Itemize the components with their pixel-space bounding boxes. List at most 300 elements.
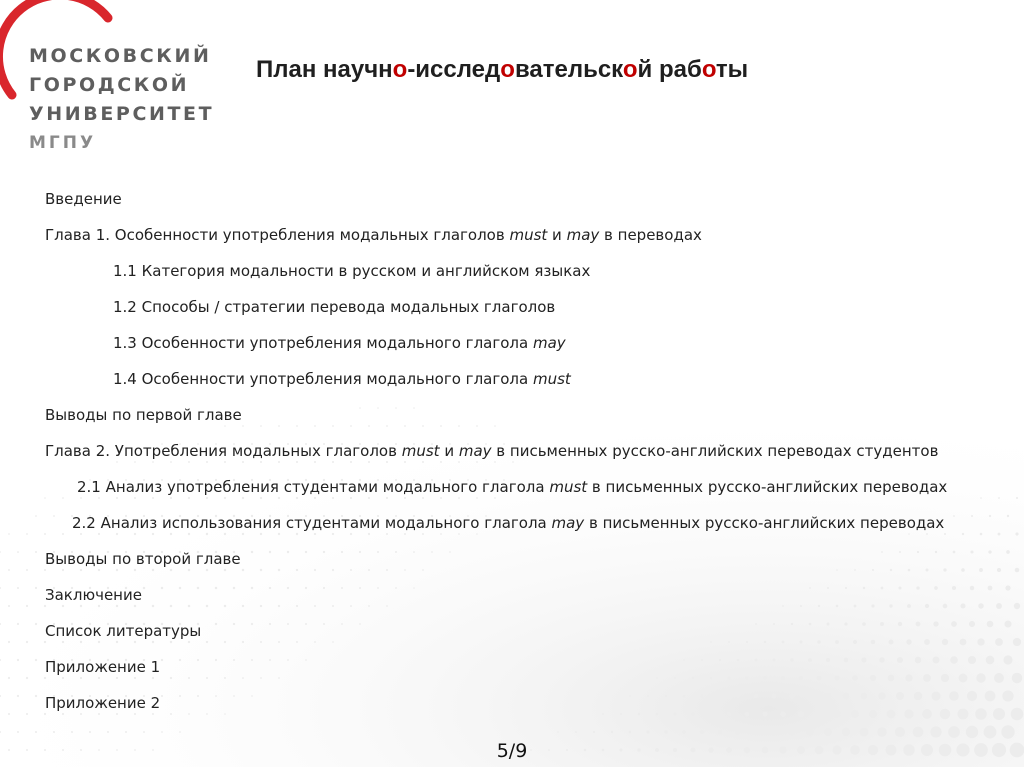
background-dot <box>952 586 956 590</box>
background-dot <box>269 587 271 589</box>
background-dot <box>494 461 496 463</box>
background-dot <box>53 731 55 733</box>
background-dot <box>413 551 415 553</box>
background-dot <box>818 605 820 607</box>
title-part: План научн <box>256 56 393 83</box>
background-dot <box>906 639 911 644</box>
background-dot <box>871 640 876 645</box>
background-dot <box>26 641 28 643</box>
background-dot <box>224 461 226 463</box>
background-dot <box>8 605 10 607</box>
background-dot <box>242 461 244 463</box>
background-dot <box>979 568 983 572</box>
background-dot <box>824 728 832 736</box>
background-dot <box>188 677 190 679</box>
background-dot <box>368 605 370 607</box>
background-dot <box>44 497 46 499</box>
background-dot <box>323 623 325 625</box>
background-dot <box>935 551 937 553</box>
background-dot <box>772 658 775 661</box>
background-dot <box>987 621 994 628</box>
background-dot <box>1012 673 1022 683</box>
background-dot <box>986 656 995 665</box>
background-dot <box>134 713 136 715</box>
background-dot <box>260 677 262 679</box>
background-dot <box>98 605 100 607</box>
background-dot <box>889 604 892 607</box>
background-dot <box>188 497 190 499</box>
background-dot <box>260 605 262 607</box>
background-dot <box>170 677 172 679</box>
background-dot <box>844 622 847 625</box>
background-dot <box>152 713 154 715</box>
background-dot <box>494 425 496 427</box>
background-dot <box>710 641 712 643</box>
background-dot <box>143 587 146 590</box>
background-dot <box>924 639 930 645</box>
background-dot <box>953 515 955 517</box>
background-dot <box>89 731 91 733</box>
background-dot <box>17 587 19 589</box>
background-dot <box>98 641 100 643</box>
background-dot <box>314 425 316 427</box>
background-dot <box>798 711 804 717</box>
background-dot <box>134 569 136 571</box>
background-dot <box>44 713 46 715</box>
background-dot <box>395 407 397 409</box>
background-dot <box>278 569 280 571</box>
background-dot <box>26 677 28 679</box>
background-dot <box>35 623 37 625</box>
background-dot <box>861 693 868 700</box>
background-dot <box>1002 690 1013 701</box>
background-dot <box>422 461 424 463</box>
background-dot <box>152 497 154 499</box>
background-dot <box>968 656 976 664</box>
background-dot <box>949 691 959 701</box>
background-dot <box>152 533 154 535</box>
background-dot <box>332 533 334 535</box>
background-dot <box>116 713 118 715</box>
background-dot <box>206 533 208 535</box>
background-dot <box>913 727 924 738</box>
background-dot <box>377 587 379 589</box>
background-dot <box>476 425 478 427</box>
background-dot <box>790 658 793 661</box>
background-dot <box>755 623 757 625</box>
background-dot <box>98 533 100 535</box>
background-dot <box>350 425 352 427</box>
background-dot <box>836 569 838 571</box>
background-dot <box>980 533 983 536</box>
background-dot <box>971 515 973 517</box>
background-dot <box>980 497 982 499</box>
background-dot <box>998 497 1000 499</box>
background-dot <box>931 691 940 700</box>
background-dot <box>975 708 987 720</box>
background-dot <box>134 497 136 499</box>
background-dot <box>134 605 137 608</box>
background-dot <box>809 587 811 589</box>
background-dot <box>728 641 730 643</box>
outline-item-1-1 <box>113 262 590 280</box>
title-accent-letter: о <box>622 56 638 83</box>
background-dot <box>988 550 991 553</box>
background-dot <box>914 692 923 701</box>
outline-item-appendix-1 <box>45 658 160 676</box>
background-dot <box>35 515 37 517</box>
background-dot <box>458 497 460 499</box>
background-dot <box>943 604 948 609</box>
background-dot <box>825 693 831 699</box>
outline-item-italic: must <box>532 370 571 388</box>
background-dot <box>915 657 922 664</box>
background-dot <box>359 623 361 625</box>
background-dot <box>926 569 929 572</box>
background-dot <box>116 497 118 499</box>
background-dot <box>179 731 181 733</box>
background-dot <box>923 674 931 682</box>
background-dot <box>17 695 19 697</box>
background-dot <box>215 695 217 697</box>
outline-item-italic: may <box>458 442 492 460</box>
background-dot <box>1011 708 1024 721</box>
background-dot <box>170 641 172 643</box>
background-dot <box>278 605 280 607</box>
background-dot <box>242 677 244 679</box>
background-dot <box>862 622 866 626</box>
outline-item-chapter-1 <box>45 226 702 244</box>
background-dot <box>827 623 830 626</box>
background-dot <box>152 461 154 463</box>
outline-item-text: и <box>439 442 459 460</box>
background-dot <box>854 605 857 608</box>
background-dot <box>269 551 271 553</box>
background-dot <box>880 622 884 626</box>
background-dot <box>80 605 82 607</box>
background-dot <box>745 712 750 717</box>
background-dot <box>35 659 37 661</box>
background-dot <box>332 569 334 571</box>
outline-item-text: Заключение <box>45 586 142 604</box>
background-dot <box>1005 585 1010 590</box>
background-dot <box>260 569 262 571</box>
background-dot <box>188 569 191 572</box>
background-dot <box>989 515 991 517</box>
background-dot <box>386 605 388 607</box>
background-dot <box>62 605 64 607</box>
background-dot <box>260 533 262 535</box>
background-dot <box>62 533 64 535</box>
background-dot <box>863 587 865 589</box>
background-dot <box>878 692 885 699</box>
background-dot <box>1003 655 1012 664</box>
background-dot <box>890 569 892 571</box>
background-dot <box>206 569 209 572</box>
background-dot <box>314 641 316 643</box>
background-dot <box>341 587 343 589</box>
background-dot <box>404 425 406 427</box>
background-dot <box>8 677 10 679</box>
background-dot <box>827 587 829 589</box>
background-dot <box>62 713 64 715</box>
background-dot <box>296 461 298 463</box>
background-dot <box>8 569 10 571</box>
background-dot <box>960 603 965 608</box>
background-dot <box>368 425 370 427</box>
background-dot <box>296 497 298 499</box>
background-dot <box>833 710 840 717</box>
background-dot <box>674 713 677 716</box>
background-dot <box>970 586 974 590</box>
background-dot <box>656 713 659 716</box>
background-dot <box>242 497 244 499</box>
background-dot <box>962 533 964 535</box>
background-dot <box>905 674 912 681</box>
background-dot <box>852 675 858 681</box>
background-dot <box>188 605 191 608</box>
background-dot <box>197 587 200 590</box>
background-dot <box>170 569 173 572</box>
background-dot <box>62 569 64 571</box>
background-dot <box>719 659 721 661</box>
background-dot <box>970 550 973 553</box>
background-dot <box>98 713 100 715</box>
background-dot <box>251 695 253 697</box>
background-dot <box>458 461 460 463</box>
background-dot <box>1013 638 1021 646</box>
outline-item-2-1 <box>77 478 947 496</box>
background-dot <box>638 713 640 715</box>
background-dot <box>224 533 226 535</box>
background-dot <box>314 569 316 571</box>
background-dot <box>988 586 993 591</box>
background-dot <box>278 677 280 679</box>
outline-item-italic: must <box>549 478 588 496</box>
background-dot <box>116 461 118 463</box>
background-dot <box>763 676 767 680</box>
background-dot <box>826 658 830 662</box>
background-dot <box>709 712 713 716</box>
background-dot <box>754 694 758 698</box>
background-dot <box>278 497 280 499</box>
background-dot <box>674 677 676 679</box>
background-dot <box>224 425 226 427</box>
background-dot <box>404 569 406 571</box>
background-dot <box>287 659 289 661</box>
background-dot <box>161 587 164 590</box>
background-dot <box>476 461 478 463</box>
background-dot <box>772 694 777 699</box>
background-dot <box>269 623 271 625</box>
outline-item-chapter-2 <box>45 442 938 460</box>
background-dot <box>745 676 748 679</box>
background-dot <box>476 497 478 499</box>
logo-text-line-4: МГПУ <box>29 133 97 153</box>
outline-item-text: Введение <box>45 190 122 208</box>
background-dot <box>860 728 869 737</box>
background-dot <box>959 674 968 683</box>
background-dot <box>350 497 352 499</box>
background-dot <box>998 533 1001 536</box>
background-dot <box>557 731 559 733</box>
slide-title <box>256 56 748 84</box>
background-dot <box>386 497 388 499</box>
background-dot <box>629 695 631 697</box>
background-dot <box>887 710 896 719</box>
background-dot <box>835 640 839 644</box>
background-dot <box>727 712 731 716</box>
background-dot <box>737 659 739 661</box>
background-dot <box>908 533 910 535</box>
background-dot <box>458 533 460 535</box>
background-dot <box>233 659 235 661</box>
background-dot <box>950 656 958 664</box>
background-dot <box>897 657 903 663</box>
background-dot <box>332 461 334 463</box>
background-dot <box>71 731 73 733</box>
background-dot <box>152 605 155 608</box>
background-dot <box>907 604 911 608</box>
background-dot <box>287 587 289 589</box>
logo-text-line-3: УНИВЕРСИТЕТ <box>29 103 215 125</box>
background-dot <box>368 533 370 535</box>
background-dot <box>899 551 901 553</box>
background-dot <box>781 676 785 680</box>
background-dot <box>44 641 46 643</box>
background-dot <box>665 695 667 697</box>
background-dot <box>881 551 883 553</box>
background-dot <box>80 713 82 715</box>
outline-item-text: Выводы по второй главе <box>45 550 241 568</box>
outline-item-text: в переводах <box>599 226 702 244</box>
background-dot <box>926 533 928 535</box>
background-dot <box>251 587 253 589</box>
outline-item-text: в письменных русско-английских переводах <box>587 478 948 496</box>
outline-item-text: Приложение 2 <box>45 694 161 712</box>
background-dot <box>62 497 64 499</box>
background-dot <box>728 677 731 680</box>
background-dot <box>422 533 424 535</box>
background-dot <box>350 461 352 463</box>
background-dot <box>8 713 10 715</box>
background-dot <box>996 603 1002 609</box>
background-dot <box>782 605 784 607</box>
background-dot <box>701 659 703 661</box>
background-dot <box>44 605 46 607</box>
background-dot <box>861 657 866 662</box>
background-dot <box>1001 725 1014 738</box>
background-dot <box>260 641 262 643</box>
background-dot <box>134 677 136 679</box>
background-dot <box>449 551 451 553</box>
background-dot <box>966 726 978 738</box>
background-dot <box>305 551 307 553</box>
outline-item-text: 1.2 Способы / стратегии перевода модальных глаголов <box>113 298 556 316</box>
background-dot <box>978 603 983 608</box>
background-dot <box>908 569 911 572</box>
background-dot <box>98 569 100 571</box>
outline-item-1-3 <box>113 334 566 352</box>
background-dot <box>700 730 704 734</box>
background-dot <box>314 497 316 499</box>
background-dot <box>806 728 813 735</box>
background-dot <box>431 551 433 553</box>
background-dot <box>278 641 280 643</box>
background-dot <box>143 731 145 733</box>
university-logo <box>0 0 215 153</box>
background-dot <box>341 551 343 553</box>
background-dot <box>314 533 316 535</box>
background-dot <box>278 425 280 427</box>
outline-item-text: в письменных русско-английских переводах студентов <box>491 442 939 460</box>
background-dot <box>377 407 379 409</box>
background-dot <box>780 711 786 717</box>
background-dot <box>8 641 10 643</box>
background-dot <box>179 659 181 661</box>
background-dot <box>206 605 208 607</box>
background-dot <box>997 568 1001 572</box>
outline-item-text: 2.1 Анализ употребления студентами модального глагола <box>77 478 550 496</box>
background-dot <box>62 641 64 643</box>
background-dot <box>296 605 298 607</box>
background-dot <box>116 677 118 679</box>
background-dot <box>943 568 946 571</box>
background-dot <box>877 727 887 737</box>
background-dot <box>80 641 82 643</box>
outline-item-italic: must <box>509 226 548 244</box>
outline-item-text: в письменных русско-английских переводах <box>584 514 945 532</box>
background-dot <box>134 461 136 463</box>
background-dot <box>170 461 172 463</box>
background-dot <box>242 569 244 571</box>
background-dot <box>44 533 46 535</box>
background-dot <box>116 533 118 535</box>
background-dot <box>953 551 956 554</box>
background-dot <box>629 731 632 734</box>
outline-item-chapter-2-conclusions <box>45 550 241 568</box>
background-dot <box>386 569 388 571</box>
background-dot <box>984 726 997 739</box>
background-dot <box>440 425 442 427</box>
title-accent-letter: о <box>701 56 716 83</box>
background-dot <box>922 709 932 719</box>
background-dot <box>296 533 298 535</box>
background-dot <box>800 605 802 607</box>
background-dot <box>1007 515 1009 517</box>
background-dot <box>395 551 397 553</box>
background-dot <box>251 623 253 625</box>
background-dot <box>224 605 226 607</box>
background-dot <box>422 425 424 427</box>
background-dot <box>35 587 37 589</box>
background-dot <box>925 604 929 608</box>
background-dot <box>179 587 182 590</box>
background-dot <box>224 497 226 499</box>
background-dot <box>736 694 740 698</box>
background-dot <box>296 641 298 643</box>
background-dot <box>305 659 307 661</box>
background-dot <box>933 621 938 626</box>
background-dot <box>869 710 877 718</box>
background-dot <box>458 425 460 427</box>
background-dot <box>206 497 208 499</box>
background-dot <box>98 677 100 679</box>
background-dot <box>940 709 950 719</box>
page-number: 5/9 <box>496 740 528 762</box>
background-dot <box>422 497 424 499</box>
background-dot <box>941 674 949 682</box>
